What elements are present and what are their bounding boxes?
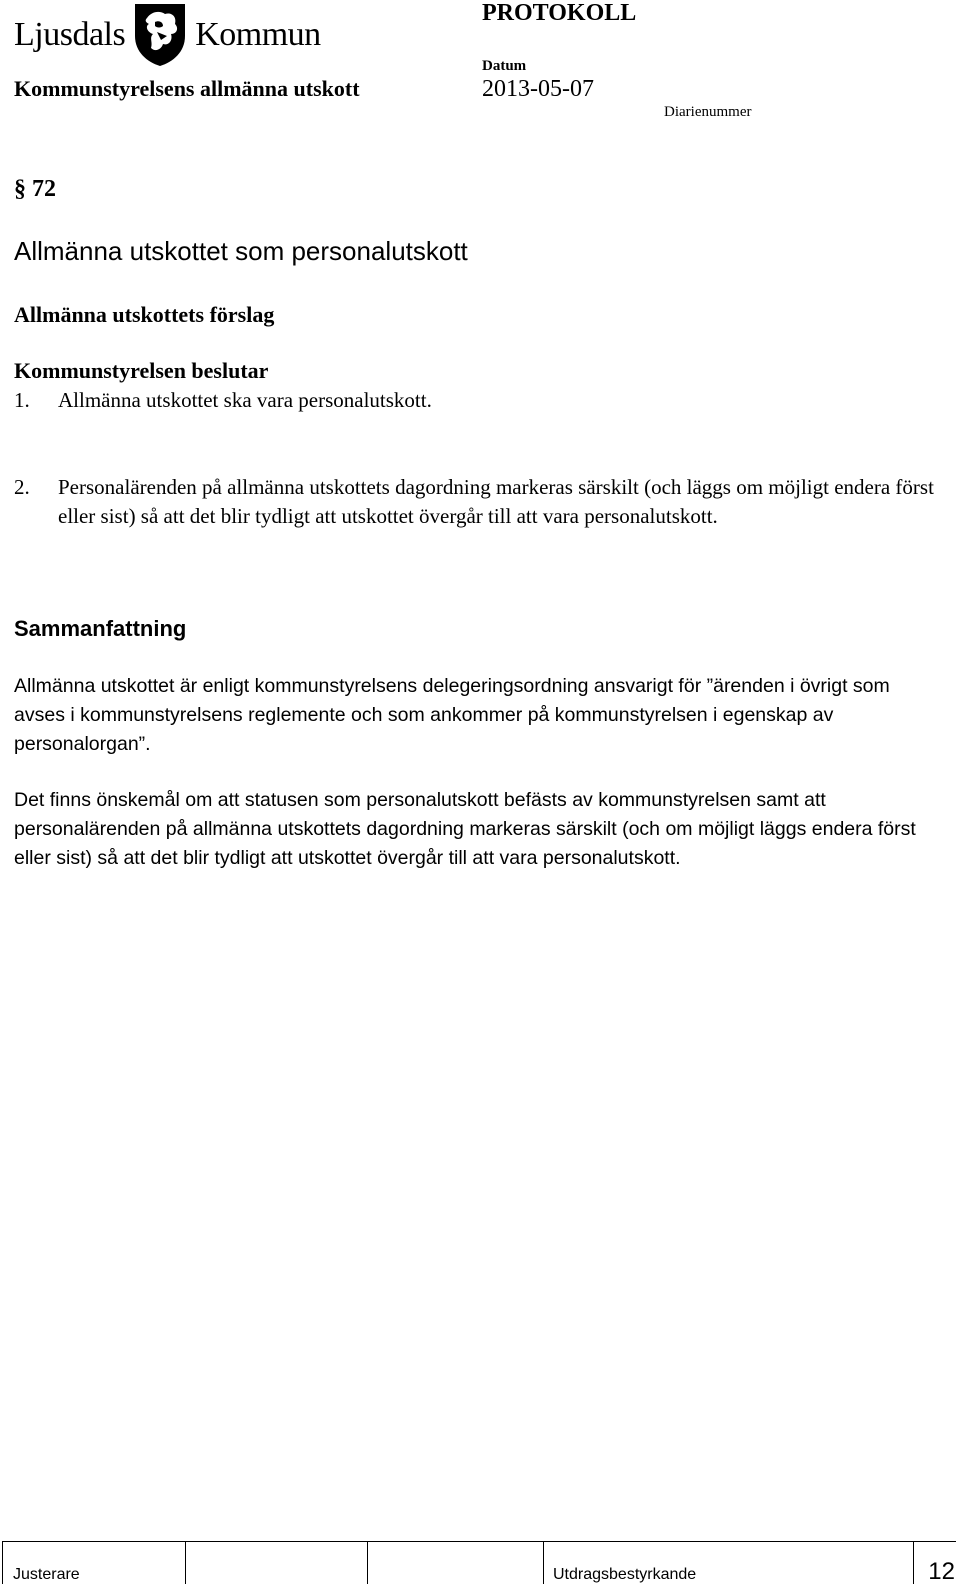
diarienummer-label: Diarienummer: [664, 104, 752, 120]
decision-number: 1.: [14, 388, 30, 412]
document-type: PROTOKOLL: [482, 0, 637, 26]
decision-number: 2.: [14, 475, 30, 499]
proposal-heading: Allmänna utskottets förslag: [14, 302, 275, 327]
logo-text-left: Ljusdals: [14, 16, 126, 53]
paragraph-number: § 72: [14, 176, 56, 202]
coat-of-arms-icon: [133, 2, 187, 68]
page-cell: [913, 1542, 955, 1584]
utdragsbestyrkande-label: Utdragsbestyrkande: [553, 1566, 697, 1583]
signature-footer: [2, 1541, 956, 1584]
summary-paragraph: Det finns önskemål om att statusen som personalutskott befästs av kommunstyrelsen samt att personalärenden på allmänna utskottets dagordning markeras särskilt (och om möjligt läggs endera först eller sist) så att det blir tydligt att utskottet övergår till att vara personalutskott.: [14, 789, 916, 869]
justerare-label: Justerare: [13, 1566, 80, 1583]
section-title: Allmänna utskottet som personalutskott: [14, 236, 468, 266]
date-label: Datum: [482, 58, 527, 74]
committee-name: Kommunstyrelsens allmänna utskott: [14, 76, 360, 101]
justerare-sign-cell: [367, 1542, 544, 1584]
decision-heading: Kommunstyrelsen beslutar: [14, 358, 269, 383]
summary-paragraph: Allmänna utskottet är enligt kommunstyrelsens delegeringsordning ansvarigt för ”ärenden i övrigt som avses i kommunstyrelsens reglemente och som ankommer på kommunstyrelsen i egenskap av personalorgan”.: [14, 675, 890, 755]
decision-text: Allmänna utskottet ska vara personalutskott.: [58, 388, 432, 412]
logo-text-right: Kommun: [195, 16, 321, 53]
utdrag-cell: [543, 1542, 914, 1584]
municipality-logo: [14, 2, 321, 68]
justerare-sign-cell: [185, 1542, 368, 1584]
page-number: 12: [928, 1558, 955, 1585]
summary-heading: Sammanfattning: [14, 616, 187, 641]
date-value: 2013-05-07: [482, 76, 594, 102]
decision-text: Personalärenden på allmänna utskottets dagordning markeras särskilt (och läggs om möjligt endera först eller sist) så att det blir tydligt att utskottet övergår till att vara personalutskott.: [58, 475, 934, 528]
justerare-cell: [3, 1542, 186, 1584]
